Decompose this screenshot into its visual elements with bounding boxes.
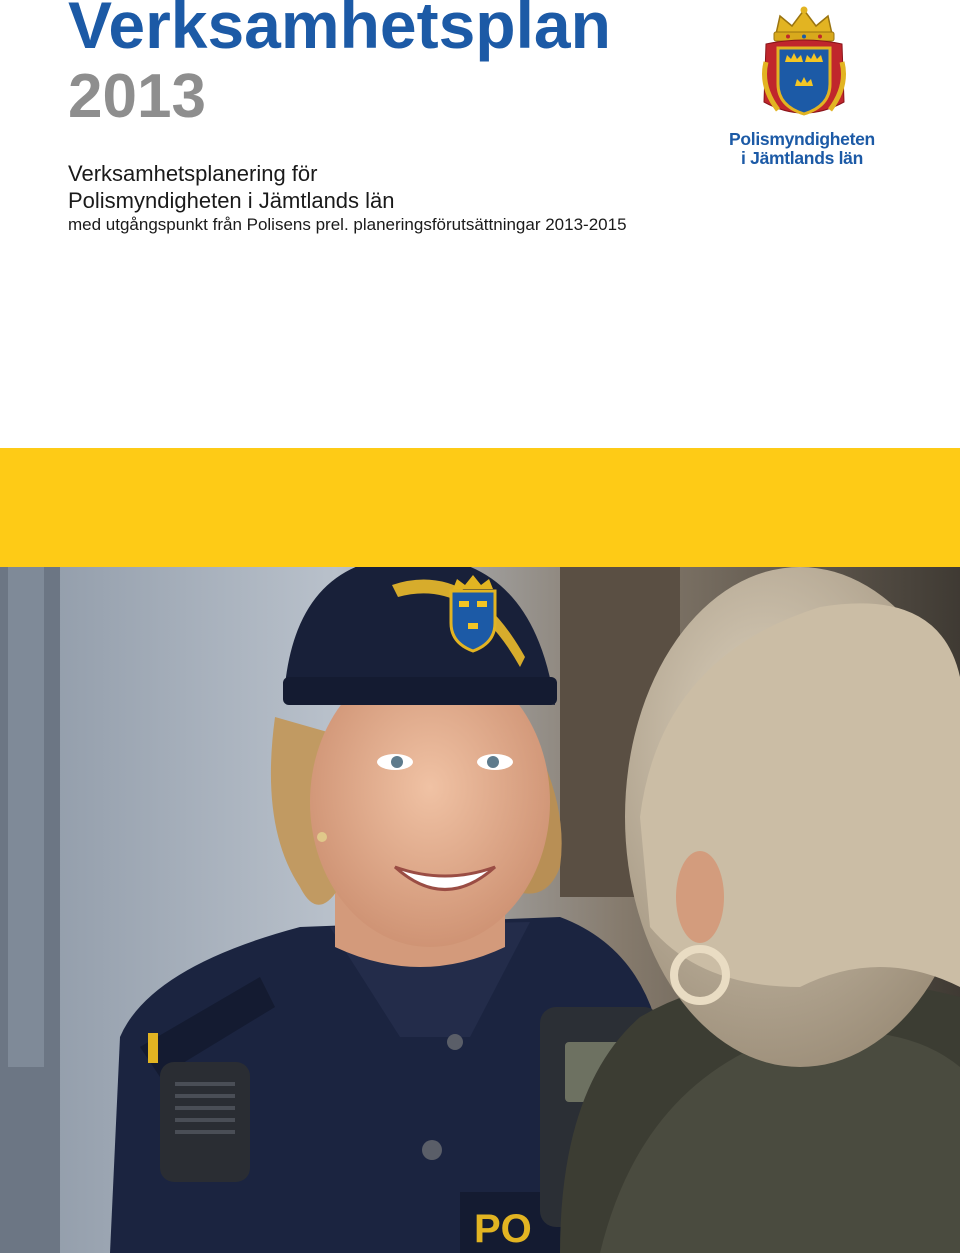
document-subtitle [68,160,395,214]
uniform-patch-text: PO [474,1207,532,1251]
cover-photo [0,567,960,1253]
swedish-police-crest-icon [758,6,850,124]
yellow-band [0,448,960,567]
police-logo [712,6,902,176]
document-year: 2013 [68,62,206,131]
logo-wordmark-line-1: Polismyndigheten [729,129,875,149]
logo-wordmark-line-2: i Jämtlands län [741,148,863,168]
document-title: Verksamhetsplan [68,0,611,62]
subtitle-line-1: Verksamhetsplanering för [68,161,318,186]
subtitle-line-2: Polismyndigheten i Jämtlands län [68,188,395,213]
document-subline: med utgångspunkt från Polisens prel. planeringsförutsättningar 2013-2015 [68,215,627,234]
police-officer-illustration [0,567,960,1253]
logo-wordmark [712,130,892,168]
